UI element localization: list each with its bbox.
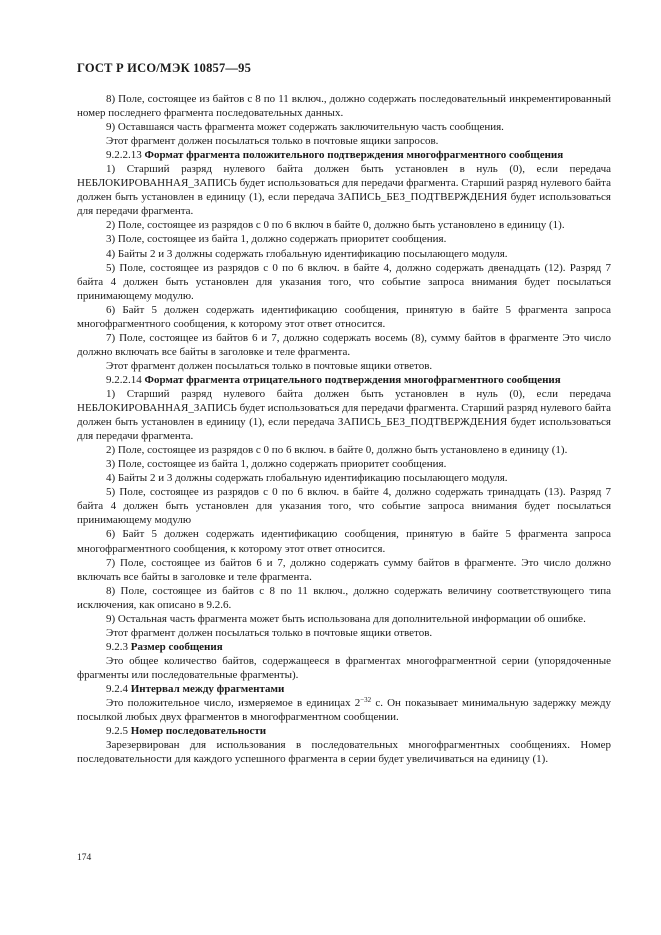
paragraph: 3) Поле, состоящее из байта 1, должно содержать приоритет сообщения. bbox=[106, 233, 447, 246]
exponent: −32 bbox=[360, 696, 372, 705]
paragraph: 8) Поле, состоящее из байтов с 8 по 11 включ., должно содержать последовательный инкрементированный номер последнего фрагмента последовательных данных. bbox=[77, 93, 611, 120]
paragraph: Зарезервирован для использования в последовательных многофрагментных сообщениях. Номер последовательности для каждого успешного фрагмента в серии будет увеличиваться на единицу (1). bbox=[77, 739, 611, 766]
paragraph: 6) Байт 5 должен содержать идентификацию сообщения, принятую в байте 5 фрагмента запроса многофрагментного сообщения, к которому этот ответ относится. bbox=[77, 528, 611, 555]
paragraph: Этот фрагмент должен посылаться только в почтовые ящики ответов. bbox=[106, 626, 433, 639]
section-heading bbox=[77, 148, 611, 162]
section-number: 9.2.2.14 bbox=[106, 373, 142, 386]
section-heading bbox=[77, 724, 611, 738]
section-number: 9.2.3 bbox=[106, 640, 128, 653]
paragraph bbox=[77, 696, 611, 724]
page-number: 174 bbox=[77, 853, 92, 863]
body-text bbox=[77, 92, 611, 766]
paragraph: 7) Поле, состоящее из байтов 6 и 7, должно содержать сумму байтов в фрагменте. Это число должно включать все байты в заголовке и теле фрагмента. bbox=[77, 556, 611, 583]
paragraph-text: Это положительное число, измеряемое в единицах 2 bbox=[106, 697, 361, 710]
paragraph: 5) Поле, состоящее из разрядов с 0 по 6 включ. в байте 4, должно содержать тринадцать (13). Разряд 7 байта 4 должен быть установлен для указания того, что событие запроса внимания будет посылаться принимающему модулю bbox=[77, 486, 611, 527]
paragraph: Этот фрагмент должен посылаться только в почтовые ящики ответов. bbox=[106, 359, 433, 372]
paragraph: 6) Байт 5 должен содержать идентификацию сообщения, принятую в байте 5 фрагмента запроса многофрагментного сообщения, к которому этот ответ относится. bbox=[77, 303, 611, 330]
section-number: 9.2.2.13 bbox=[106, 149, 142, 162]
section-heading bbox=[77, 373, 611, 387]
paragraph: 4) Байты 2 и 3 должны содержать глобальную идентификацию посылающего модуля. bbox=[106, 472, 508, 485]
paragraph: 9) Остальная часть фрагмента может быть использована для дополнительной информации об ошибке. bbox=[106, 612, 586, 625]
paragraph: 2) Поле, состоящее из разрядов с 0 по 6 включ. в байте 0, должно быть установлено в единицу (1). bbox=[106, 444, 568, 457]
paragraph-text: с. Он показывает минимальную задержку между посылкой любых двух фрагментов в многофрагментном сообщении. bbox=[77, 697, 611, 724]
section-title: Формат фрагмента отрицательного подтверждения многофрагментного сообщения bbox=[144, 373, 561, 386]
section-number: 9.2.5 bbox=[106, 725, 128, 738]
section-title: Размер сообщения bbox=[130, 640, 223, 653]
paragraph: 1) Старший разряд нулевого байта должен быть установлен в нуль (0), если передача НЕБЛОКИРОВАННАЯ_ЗАПИСЬ будет использоваться для передачи фрагмента. Старший разряд нулевого байта должен быть установлен в единицу (1), если передача ЗАПИСЬ_БЕЗ_ПОДТВЕРЖДЕНИЯ будет использоваться для передачи фрагмента. bbox=[77, 387, 611, 443]
paragraph: Этот фрагмент должен посылаться только в почтовые ящики запросов. bbox=[106, 135, 439, 148]
paragraph: 3) Поле, состоящее из байта 1, должно содержать приоритет сообщения. bbox=[106, 458, 447, 471]
paragraph: 2) Поле, состоящее из разрядов с 0 по 6 включ в байте 0, должно быть установлено в единицу (1). bbox=[106, 219, 565, 232]
page-header: ГОСТ Р ИСО/МЭК 10857—95 bbox=[77, 61, 252, 75]
paragraph: Это общее количество байтов, содержащееся в фрагментах многофрагментной серии (упорядоченные фрагменты или последовательные фрагменты). bbox=[77, 654, 611, 681]
paragraph: 8) Поле, состоящее из байтов с 8 по 11 включ., должно содержать величину соответствующего типа исключения, как описано в 9.2.6. bbox=[77, 584, 611, 611]
section-heading bbox=[77, 640, 611, 654]
paragraph: 5) Поле, состоящее из разрядов с 0 по 6 включ. в байте 4, должно содержать двенадцать (12). Разряд 7 байта 4 должен быть установлен для указания того, что событие запроса внимания будет посылаться принимающему модулю. bbox=[77, 261, 611, 302]
section-title: Формат фрагмента положительного подтверждения многофрагментного сообщения bbox=[144, 149, 564, 162]
section-heading bbox=[77, 682, 611, 696]
paragraph: 9) Оставшаяся часть фрагмента может содержать заключительную часть сообщения. bbox=[106, 121, 504, 134]
paragraph: 4) Байты 2 и 3 должны содержать глобальную идентификацию посылающего модуля. bbox=[106, 247, 508, 260]
paragraph: 7) Поле, состоящее из байтов 6 и 7, должно содержать восемь (8), сумму байтов в фрагменте Это число должно включать все байты в заголовке и теле фрагмента. bbox=[77, 331, 611, 358]
section-number: 9.2.4 bbox=[106, 682, 128, 695]
paragraph: 1) Старший разряд нулевого байта должен быть установлен в нуль (0), если передача НЕБЛОКИРОВАННАЯ_ЗАПИСЬ будет использоваться для передачи фрагмента. Старший разряд нулевого байта должен быть установлен в единицу (1), если передача ЗАПИСЬ_БЕЗ_ПОДТВЕРЖДЕНИЯ будет использоваться для передачи фрагмента. bbox=[77, 163, 611, 218]
section-title: Интервал между фрагментами bbox=[130, 682, 285, 695]
section-title: Номер последовательности bbox=[130, 725, 267, 738]
